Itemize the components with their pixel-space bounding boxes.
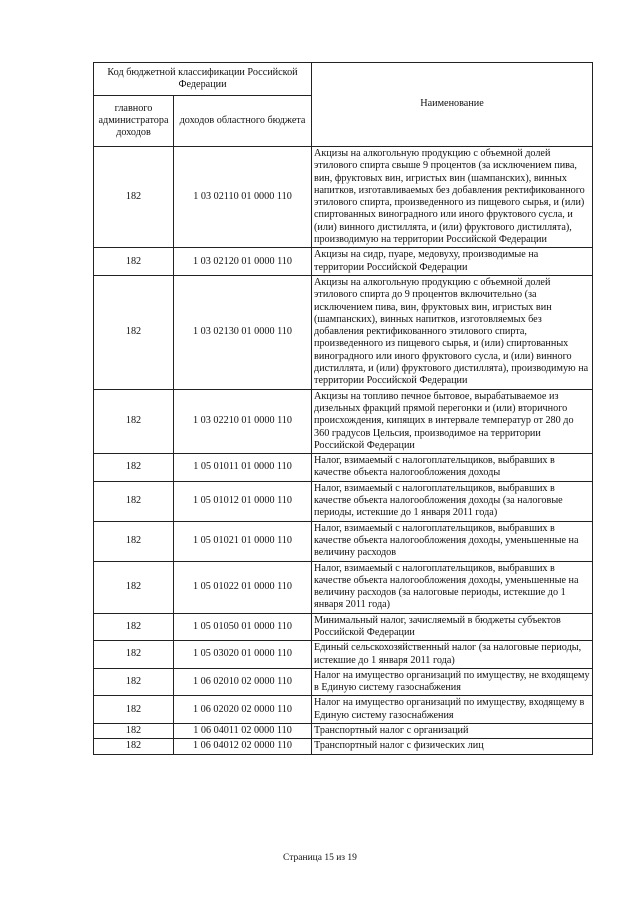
row-income-code: 1 06 02010 02 0000 110 [174, 668, 312, 696]
table-row [94, 147, 593, 248]
row-description: Налог на имущество организаций по имуществу, не входящему в Единую систему газоснабжения [312, 668, 593, 696]
row-admin-code: 182 [94, 389, 174, 453]
row-income-code: 1 05 03020 01 0000 110 [174, 641, 312, 669]
table-row [94, 561, 593, 613]
row-description: Налог, взимаемый с налогоплательщиков, выбравших в качестве объекта налогообложения доходы [312, 454, 593, 482]
row-income-code: 1 05 01050 01 0000 110 [174, 613, 312, 641]
row-admin-code: 182 [94, 739, 174, 754]
budget-classification-table [93, 62, 593, 755]
row-admin-code: 182 [94, 147, 174, 248]
row-description: Транспортный налог с организаций [312, 724, 593, 739]
table-row [94, 275, 593, 389]
table-row [94, 739, 593, 754]
row-admin-code: 182 [94, 275, 174, 389]
table-row [94, 454, 593, 482]
row-description: Акцизы на сидр, пуаре, медовуху, производимые на территории Российской Федерации [312, 248, 593, 276]
row-description: Налог, взимаемый с налогоплательщиков, выбравших в качестве объекта налогообложения доходы, уменьшенные на величину расходов [312, 521, 593, 561]
table-row [94, 481, 593, 521]
table-row [94, 724, 593, 739]
table-row [94, 248, 593, 276]
header-income: доходов областного бюджета [174, 96, 312, 147]
row-admin-code: 182 [94, 641, 174, 669]
row-income-code: 1 05 01011 01 0000 110 [174, 454, 312, 482]
row-admin-code: 182 [94, 248, 174, 276]
row-admin-code: 182 [94, 696, 174, 724]
row-income-code: 1 03 02120 01 0000 110 [174, 248, 312, 276]
table-row [94, 668, 593, 696]
row-description: Налог, взимаемый с налогоплательщиков, выбравших в качестве объекта налогообложения доходы (за налоговые периоды, истекшие до 1 января 2011 года) [312, 481, 593, 521]
row-description: Налог, взимаемый с налогоплательщиков, выбравших в качестве объекта налогообложения доходы, уменьшенные на величину расходов (за налоговые периоды, истекшие до 1 января 2011 года) [312, 561, 593, 613]
row-description: Единый сельскохозяйственный налог (за налоговые периоды, истекшие до 1 января 2011 года) [312, 641, 593, 669]
row-income-code: 1 03 02110 01 0000 110 [174, 147, 312, 248]
row-income-code: 1 05 01012 01 0000 110 [174, 481, 312, 521]
row-income-code: 1 03 02210 01 0000 110 [174, 389, 312, 453]
row-description: Налог на имущество организаций по имуществу, входящему в Единую систему газоснабжения [312, 696, 593, 724]
row-income-code: 1 06 02020 02 0000 110 [174, 696, 312, 724]
header-name: Наименование [312, 63, 593, 147]
row-income-code: 1 05 01022 01 0000 110 [174, 561, 312, 613]
row-description: Акцизы на алкогольную продукцию с объемной долей этилового спирта до 9 процентов включительно (за исключением пива, вин, фруктовых вин, игристых вин (шампанских), винных напитков, изготовляемых без добавления ректификованного этилового спирта, произведенного из пищевого сырья, и (или) спиртованных виноградного или иного фруктового сусла, и (или) винного дистиллята, и (или) фруктового дистиллята), производимую на территории Российской Федерации [312, 275, 593, 389]
table-body [94, 147, 593, 755]
row-description: Акцизы на топливо печное бытовое, вырабатываемое из дизельных фракций прямой перегонки и (или) вторичного происхождения, кипящих в интервале температур от 280 до 360 градусов Цельсия, производимое на территории Российской Федерации [312, 389, 593, 453]
row-income-code: 1 06 04011 02 0000 110 [174, 724, 312, 739]
row-admin-code: 182 [94, 481, 174, 521]
row-description: Акцизы на алкогольную продукцию с объемной долей этилового спирта свыше 9 процентов (за исключением пива, вин, фруктовых вин, игристых вин (шампанских), винных напитков, изготавливаемых без добавления ректификованного этилового спирта, произведенного из пищевого сырья, и (или) спиртованных виноградного или иного фруктового сусла, и (или) винного дистиллята, и (или) фруктового дистиллята), производимую на территории Российской Федерации [312, 147, 593, 248]
row-admin-code: 182 [94, 561, 174, 613]
table-row [94, 696, 593, 724]
row-admin-code: 182 [94, 521, 174, 561]
table-row [94, 641, 593, 669]
row-income-code: 1 05 01021 01 0000 110 [174, 521, 312, 561]
table-row [94, 521, 593, 561]
row-description: Минимальный налог, зачисляемый в бюджеты субъектов Российской Федерации [312, 613, 593, 641]
row-admin-code: 182 [94, 613, 174, 641]
row-admin-code: 182 [94, 454, 174, 482]
table-row [94, 389, 593, 453]
table-row [94, 613, 593, 641]
page-number-footer: Страница 15 из 19 [283, 853, 357, 863]
row-admin-code: 182 [94, 668, 174, 696]
row-income-code: 1 03 02130 01 0000 110 [174, 275, 312, 389]
row-admin-code: 182 [94, 724, 174, 739]
row-description: Транспортный налог с физических лиц [312, 739, 593, 754]
header-bcc: Код бюджетной классификации Российской Федерации [94, 63, 312, 96]
row-income-code: 1 06 04012 02 0000 110 [174, 739, 312, 754]
header-admin: главного администратора доходов [94, 96, 174, 147]
